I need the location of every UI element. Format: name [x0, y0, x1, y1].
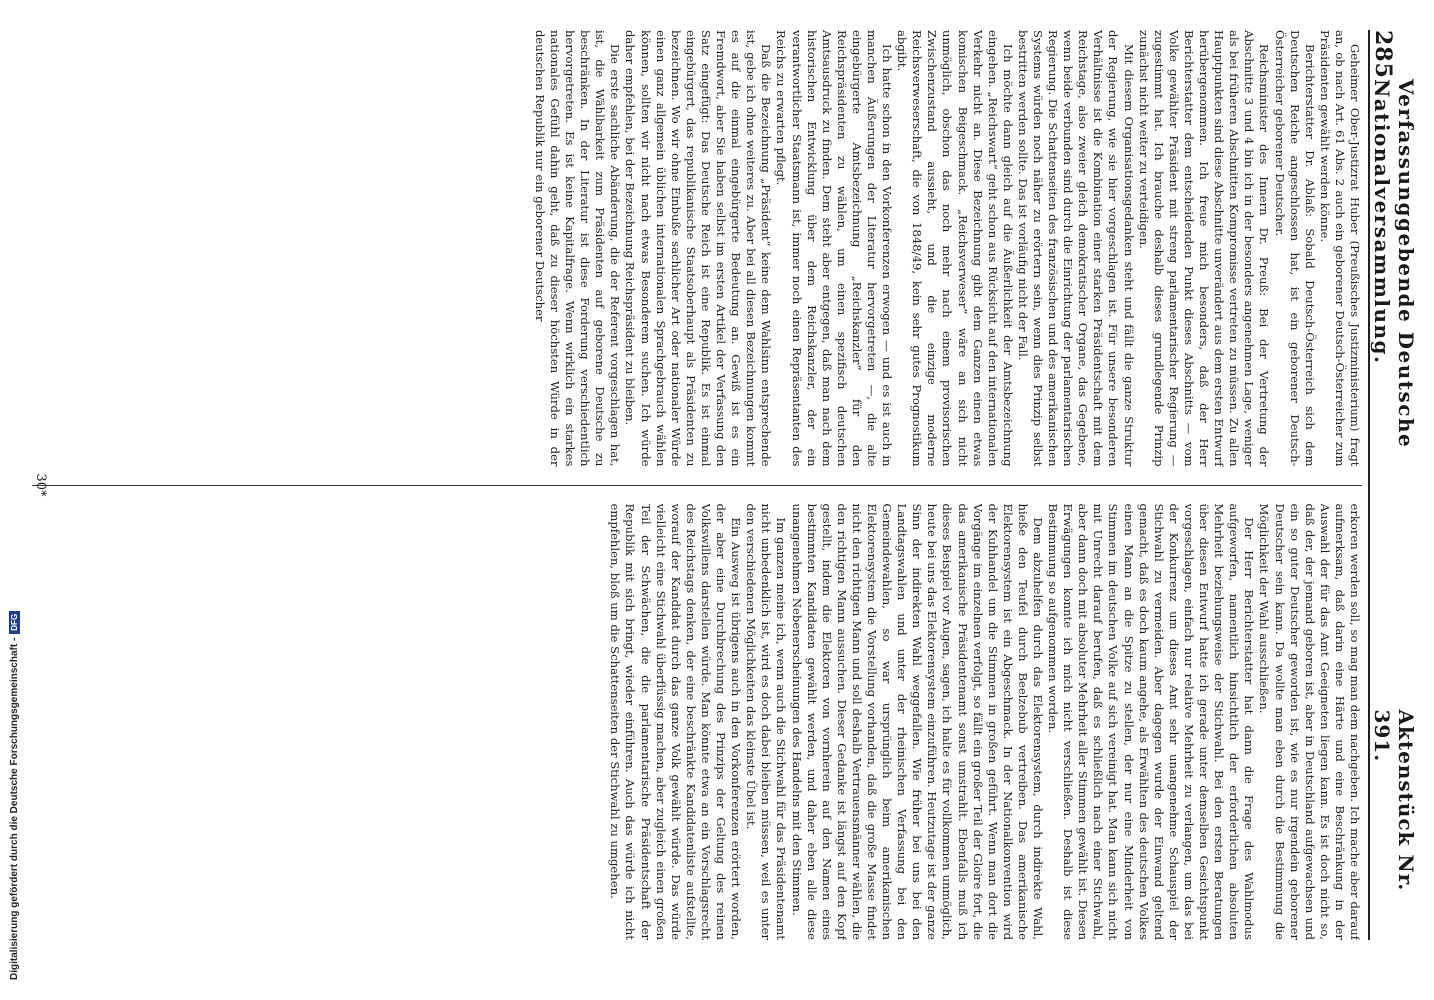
paragraph: Geheimer Ober-Justizrat Huber (Preußisches Justizministerium) fragt an, ob nach Art. 61 Abs. 2 auch ein geborener Deutsch-Österreicher zum Präsidenten gewählt werden könne. [1317, 30, 1362, 467]
page-number: 285 [1370, 30, 1396, 79]
page-header [1368, 30, 1420, 940]
column-divider [32, 485, 1362, 486]
paragraph: Ein Ausweg ist übrigens auch in den Vorkonferenzen erörtert worden, der aber eine Durchbrechung des Prinzips der Geltung des reinen Volkswillens darstellen würde. Man könnte etwa an ein Vorschlagsrecht des Reichstags denken, der eine beschränkte Kandidatenliste aufstellte, worauf der Kandidat durch das ganze Volk gewählt würde. Das würde vielleicht eine Stichwahl überflüssig machen, aber zugleich einen großen Teil der Schwächen, die die parlamentarische Präsidentschaft der Republik mit sich bringt, wieder einführen. Auch das würde ich nicht empfehlen, bloß um die Schattenseiten der Stichwahl zu umgehen. [608, 503, 744, 940]
paragraph: Ich hatte schon in den Vorkonferenzen erwogen — und es ist auch in manchen Äußerungen der Literatur hervorgetreten —, die alte eingebürgerte Amtsbezeichnung „Reichskanzler“ für den Reichspräsidenten zu wählen, um einen spezifisch deutschen Amtsausdruck zu finden. Dem steht aber entgegen, daß man nach dem historischen Entwicklung über dem Reichskanzler, der ein verantwortlicher Staatsmann ist, immer noch einen Repräsentanten des Reichs zu erwarten pflegt. [774, 30, 895, 467]
paragraph: Reichsminister des Innern Dr. Preuß: Bei der Vertretung der Abschnitte 3 und 4 bin ich in der besonders angenehmen Lage, weniger als bei früheren Abschnitten Kompromisse vertreten zu müssen. Zu allen Hauptpunkten sind diese Abschnitte unverändert aus dem ersten Entwurf herübergenommen. Ich freue mich besonders, daß der Herr Berichterstatter dem entscheidenden Punkt dieses Abschnitts — vom Volke gewählter Präsident mit streng parlamentarischer Regierung — zugestimmt hat. Ich brauche deshalb dieses grundlegende Prinzip zunächst nicht weiter zu verteidigen. [1136, 30, 1272, 467]
digitization-footer [4, 0, 26, 1000]
paragraph: Die erste sachliche Abänderung, die der Referent vorgeschlagen hat, ist, die Wählbarkeit zum Präsidenten auf geborene Deutsche zu beschränken. In der Literatur ist diese Forderung verschiedentlich hervorgetreten. Es ist keine Kapitalfrage. Wenn wirklich ein starkes nationales Gefühl dahin geht, daß zu dieser höchsten Würde in der deutschen Republik nur ein geborener Deutscher [532, 30, 623, 467]
paragraph: Im ganzen meine ich, wenn auch die Stichwahl für das Präsidentenamt nicht unbedenklich ist, wird es doch dabei bleiben müssen, weil es unter den verschiedenen Möglichkeiten das kleinste Übel ist. [744, 503, 789, 940]
paragraph: Ich möchte dann gleich auf die Äußerlichkeit der Amtsbezeichnung eingehen. „Reichswart“ geht schon aus Rücksicht auf den internationalen Verkehr nicht an. Diese Bezeichnung gibt dem Ganzen einen etwas komischen Beigeschmack. „Reichsverweser“ wäre an sich nicht unmöglich, obschon das noch mehr nach einem provisorischen Zwischenzustand aussieht, und die einzige moderne Reichsverweserschaft, die von 1848/49, kein sehr gutes Prognostikum abgibt. [895, 30, 1015, 467]
right-column [32, 504, 1362, 941]
page-title: Verfassunggebende Deutsche Nationalversammlung. [1370, 78, 1418, 449]
paragraph: Daß die Bezeichnung „Präsident“ keine dem Wahlsinn entsprechende ist, gebe ich ohne weiteres zu. Aber bei all diesen Bezeichnungen kommt es auf die einmal eingebürgerte Bedeutung an. Gewiß ist es ein Fremdwort, aber Sie haben selbst im ersten Artikel der Verfassung den Satz eingefügt: Das Deutsche Reich ist eine Republik. Es ist einmal eingebürgert, das republikanische Staatsoberhaupt als Präsidenten zu bezeichnen. Wo wir ohne Einbuße sachlicher Art oder nationaler Würde einen ganz allgemein üblichen internationalen Sprachgebrauch wählen können, sollten wir nicht nach etwas Besonderem suchen. Ich würde daher empfehlen, bei der Bezeichnung Reichspräsident zu bleiben. [623, 30, 774, 467]
footer-credit: Digitalisierung gefördert durch die Deutsche Forschungsgemeinschaft - [9, 637, 20, 980]
paragraph: Der Herr Berichterstatter hat dann die Frage des Wahlmodus aufgeworfen, namentlich hinsichtlich der erforderlichen absoluten Mehrheit beziehungsweise der Stichwahl. Bei den ersten Beratungen über diesen Entwurf hatte ich gerade unter demselben Gesichtspunkt vorgeschlagen, einfach nur relative Mehrheit zu verlangen, um das bei der Konkurrenz um dieses Amt sehr unangenehme Schauspiel der Stichwahl zu vermeiden. Aber dagegen wurde der Einwand geltend gemacht, daß es doch kaum angehe, als Erwählten des deutschen Volkes einen Mann an die Spitze zu stellen, der nur eine Minderheit von Stimmen im deutschen Volke auf sich vereinigt hat. Man kann sich nicht mit Unrecht darauf berufen, daß es schließlich nach einer Stichwahl, aber dann doch mit absoluter Mehrheit aller Stimmen gewählt ist. Diesen Erwägungen konnte ich mich nicht verschließen. Deshalb ist diese Bestimmung so aufgenommen worden. [1046, 503, 1257, 940]
paragraph: Mit diesem Organisationsgedanken steht und fällt die ganze Struktur der Regierung, wie sie hier vorgeschlagen ist. Für unsere besonderen Verhältnisse ist die Kombination einer starken Präsidentschaft mit dem Reichstage, also zweier gleich demokratischer Organe, das Gegebene, wenn beide verbunden sind durch die Einrichtung der parlamentarischen Regierung. Die Schattenseiten des französischen und des amerikanischen Systems würden noch näher zu erörtern sein, wenn dies Prinzip selbst bestritten werden sollte. Das ist vorläufig nicht der Fall. [1015, 30, 1136, 467]
text-columns [32, 30, 1362, 940]
signature-mark: 30* [33, 473, 48, 497]
paragraph: erkoren werden soll, so mag man dem nachgeben. Ich mache aber darauf aufmerksam, daß darin eine Härte und eine Beschränkung in der Auswahl der für das Amt Geeigneten liegen kann. Es ist doch nicht so, daß der, der jemand geboren ist, aber in Deutschland aufgewachsen und ein so guter Deutscher geworden ist, wie es nur irgendein geborener Deutscher sein kann. Da wollte man eben durch die Bestimmung die Möglichkeit der Wahl ausschließen. [1257, 503, 1362, 940]
paragraph: Berichterstatter Dr. Ablaß: Sobald Deutsch-Österreich sich dem Deutschen Reiche angeschlossen hat, ist ein geborener Deutsch-Österreicher geborener Deutscher. [1272, 30, 1317, 467]
rotated-page [20, 30, 1420, 940]
dfg-logo-icon: DFG [9, 611, 20, 634]
paragraph: Dem abzuhelfen durch das Elektorensystem, durch indirekte Wahl, hieße den Teufel durch Beelzebub vertreiben. Das amerikanische Elektorensystem ist ein Abgeschmack. In der Nationalkonvention wird der Kuhhandel um die Stimmen in großen geführt. Wenn man dort die Vorgänge im einzelnen verfolgt, so fällt ein großer Teil der Gloire fort, die das amerikanische Präsidentenamt sonst umstrahlt. Ebenfalls muß ich dieses Beispiel vor Augen, sagen, ich halte es für vollkommen unmöglich, heute bei uns das Elektorensystem einzuführen. Heutzutage ist der ganze Sinn der indirekten Wahl weggefallen. Wie früher bei uns bei den Landtagswahlen und unter der rheinischen Verfassung bei den Gemeindewahlen, so war ursprünglich beim amerikanischen Elektorensystem die Vorstellung vorhanden, daß die große Masse findet nicht den richtigen Mann und soll deshalb Vertrauensmänner wählen, die den richtigen Mann aussuchen. Dieser Gedanke ist längst auf den Kopf gestellt, indem die Elektoren von vornherein auf den Namen eines bestimmten Kandidaten gewählt werden, und daher eben alle diese unangenehmen Nebenerscheinungen des Handelns mit den Stimmen. [789, 503, 1046, 940]
footer-credit-line [9, 611, 20, 980]
left-column [32, 30, 1362, 467]
document-reference: Aktenstück Nr. 391. [1370, 709, 1418, 892]
